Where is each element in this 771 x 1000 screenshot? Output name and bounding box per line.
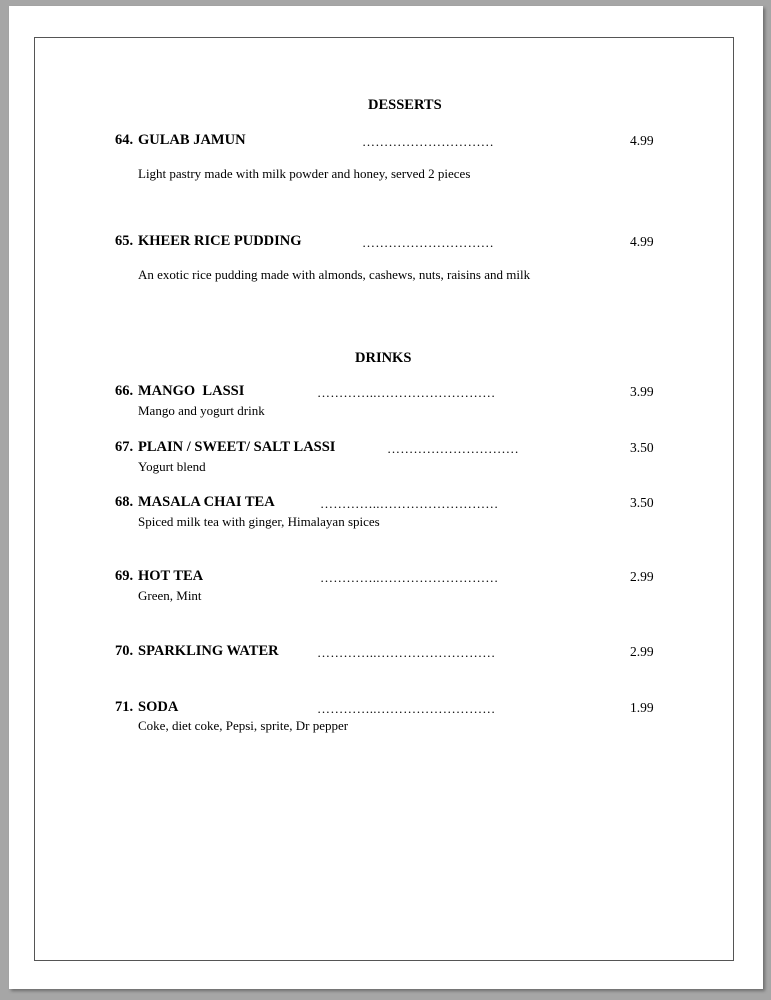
item-number: 71. — [115, 699, 134, 715]
section-title-drinks: DRINKS — [355, 350, 412, 366]
item-price: 3.50 — [630, 495, 654, 510]
item-description: Spiced milk tea with ginger, Himalayan spices — [138, 514, 380, 529]
item-price: 3.99 — [630, 384, 654, 399]
item-price: 4.99 — [630, 133, 654, 148]
item-name: MASALA CHAI TEA — [138, 494, 275, 510]
item-description: Green, Mint — [138, 588, 202, 603]
item-price: 2.99 — [630, 644, 654, 659]
item-leader-dots: …………..……………………… — [317, 385, 496, 400]
item-name: PLAIN / SWEET/ SALT LASSI — [138, 439, 336, 455]
item-number: 64. — [115, 132, 134, 148]
item-leader-dots: ………………………… — [362, 235, 494, 250]
section-title-desserts: DESSERTS — [368, 97, 442, 113]
item-description: Mango and yogurt drink — [138, 403, 265, 418]
item-description: Light pastry made with milk powder and honey, served 2 pieces — [138, 166, 471, 181]
item-price: 3.50 — [630, 440, 654, 455]
item-number: 66. — [115, 383, 134, 399]
item-name: KHEER RICE PUDDING — [138, 233, 302, 249]
item-leader-dots: …………..……………………… — [320, 570, 499, 585]
item-leader-dots: ………………………… — [387, 441, 519, 456]
menu-page — [9, 6, 763, 989]
item-description: An exotic rice pudding made with almonds, cashews, nuts, raisins and milk — [138, 267, 531, 282]
item-number: 69. — [115, 568, 134, 584]
item-leader-dots: ………………………… — [362, 134, 494, 149]
item-description: Yogurt blend — [138, 459, 206, 474]
item-name: HOT TEA — [138, 568, 204, 584]
item-leader-dots: …………..……………………… — [320, 496, 499, 511]
item-description: Coke, diet coke, Pepsi, sprite, Dr pepper — [138, 718, 349, 733]
item-name: MANGO LASSI — [138, 383, 245, 399]
item-leader-dots: …………..……………………… — [317, 645, 496, 660]
item-price: 4.99 — [630, 234, 654, 249]
item-leader-dots: …………..……………………… — [317, 701, 496, 716]
item-number: 70. — [115, 643, 134, 659]
item-number: 67. — [115, 439, 134, 455]
item-price: 2.99 — [630, 569, 654, 584]
item-name: SODA — [138, 699, 179, 715]
item-number: 65. — [115, 233, 134, 249]
item-name: GULAB JAMUN — [138, 132, 246, 148]
item-number: 68. — [115, 494, 134, 510]
item-name: SPARKLING WATER — [138, 643, 279, 659]
item-price: 1.99 — [630, 700, 654, 715]
